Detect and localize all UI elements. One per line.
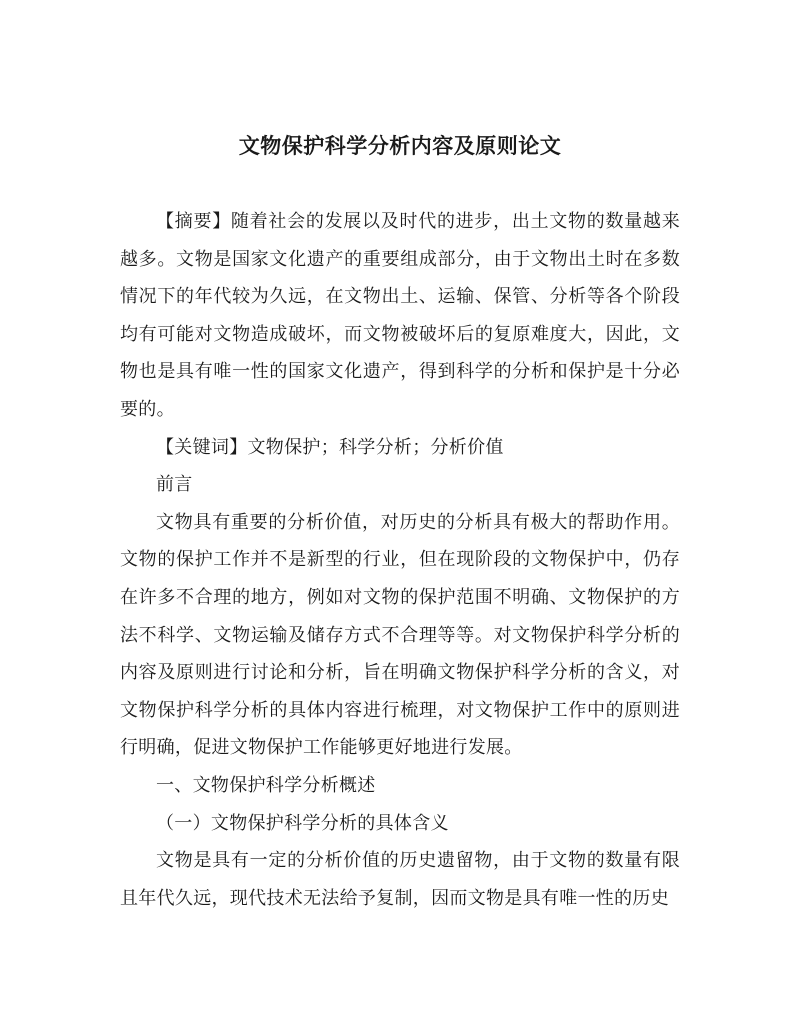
body-paragraph: 文物是具有一定的分析价值的历史遗留物，由于文物的数量有限且年代久远，现代技术无法给予复制，因而文物是具有唯一性的历史 — [120, 850, 680, 909]
subsection-heading-1-1: （一）文物保护科学分析的具体含义 — [156, 812, 449, 834]
section-heading-1: 一、文物保护科学分析概述 — [156, 774, 376, 796]
document-title: 文物保护科学分析内容及原则论文 — [238, 134, 562, 158]
document-body — [120, 203, 680, 917]
keywords-paragraph: 【关键词】文物保护；科学分析；分析价值 — [156, 436, 504, 458]
preface-heading: 前言 — [156, 474, 193, 496]
preface-paragraph: 文物具有重要的分析价值，对历史的分析具有极大的帮助作用。文物的保护工作并不是新型的行业，但在现阶段的文物保护中，仍存在许多不合理的地方，例如对文物的保护范围不明确、文物保护的方法不科学、文物运输及储存方式不合理等等。对文物保护科学分析的内容及原则进行讨论和分析，旨在明确文物保护科学分析的含义，对文物保护科学分析的具体内容进行梳理，对文物保护工作中的原则进行明确，促进文物保护工作能够更好地进行发展。 — [120, 511, 680, 759]
abstract-paragraph: 【摘要】随着社会的发展以及时代的进步，出土文物的数量越来越多。文物是国家文化遗产的重要组成部分，由于文物出土时在多数情况下的年代较为久远，在文物出土、运输、保管、分析等各个阶段均有可能对文物造成破坏，而文物被破坏后的复原难度大，因此，文物也是具有唯一性的国家文化遗产，得到科学的分析和保护是十分必要的。 — [120, 211, 680, 420]
